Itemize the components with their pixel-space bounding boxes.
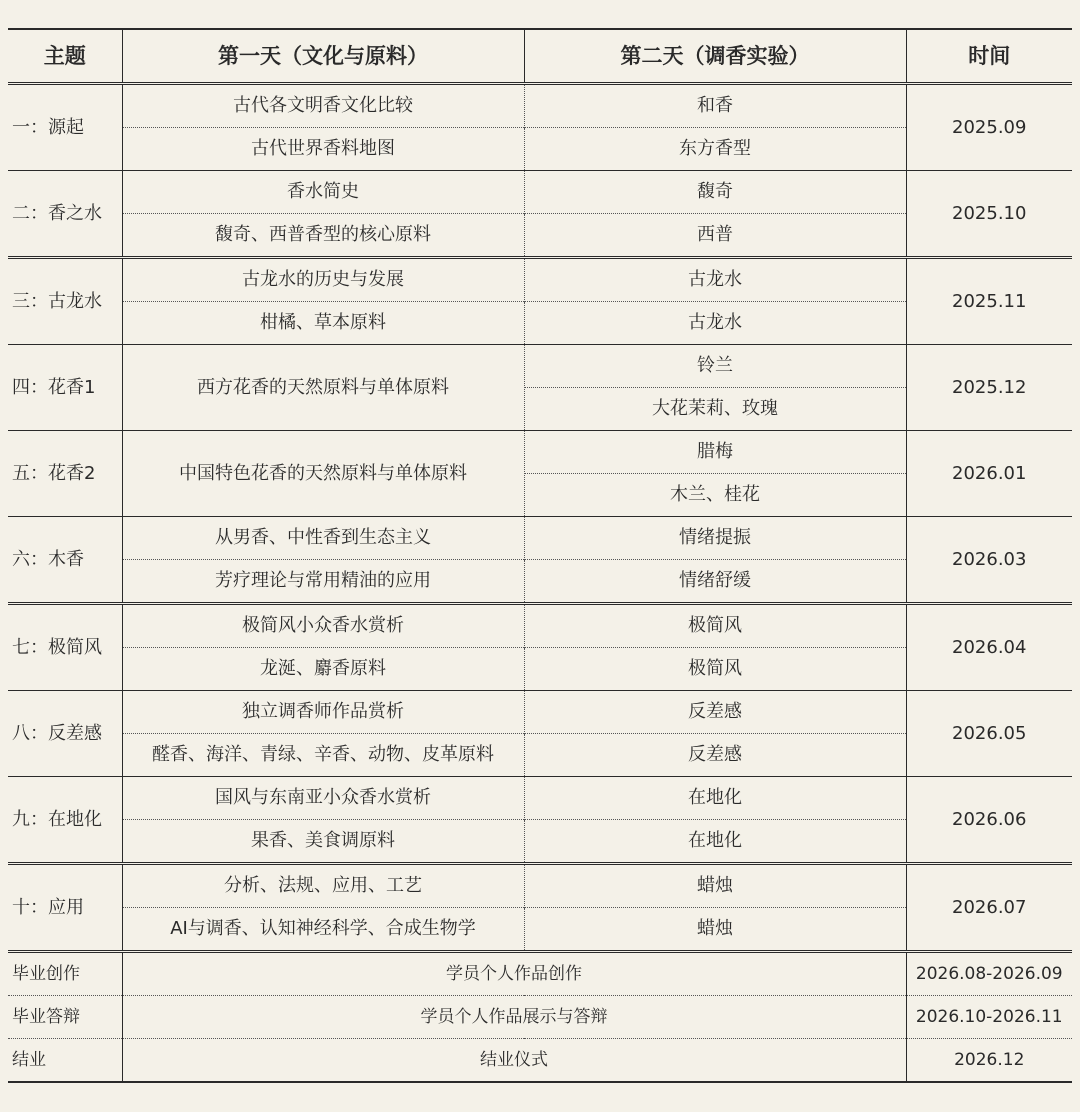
day1-topic: 古代各文明香文化比较 <box>122 84 524 128</box>
module-time: 2026.03 <box>906 517 1072 604</box>
day1-topic: 芳疗理论与常用精油的应用 <box>122 560 524 604</box>
day2-topic: 馥奇 <box>524 171 906 214</box>
final-theme: 毕业创作 <box>8 952 122 996</box>
day2-topic: 东方香型 <box>524 128 906 171</box>
final-content: 学员个人作品展示与答辩 <box>122 996 906 1039</box>
final-time: 2026.10-2026.11 <box>906 996 1072 1039</box>
table-row <box>8 84 1072 128</box>
day2-topic: 反差感 <box>524 691 906 734</box>
module-time: 2026.07 <box>906 864 1072 952</box>
header-day1: 第一天（文化与原料） <box>122 29 524 84</box>
day2-topic: 极简风 <box>524 604 906 648</box>
final-content: 学员个人作品创作 <box>122 952 906 996</box>
table-row <box>8 517 1072 560</box>
final-theme: 结业 <box>8 1039 122 1083</box>
module-theme: 三：古龙水 <box>8 258 122 345</box>
final-content: 结业仪式 <box>122 1039 906 1083</box>
module-theme: 七：极简风 <box>8 604 122 691</box>
day2-topic: 古龙水 <box>524 302 906 345</box>
day2-topic: 蜡烛 <box>524 908 906 952</box>
day1-topic: 从男香、中性香到生态主义 <box>122 517 524 560</box>
day1-topic: 极简风小众香水赏析 <box>122 604 524 648</box>
day1-topic: 古代世界香料地图 <box>122 128 524 171</box>
final-time: 2026.08-2026.09 <box>906 952 1072 996</box>
table-row <box>8 864 1072 908</box>
table-row <box>8 1039 1072 1083</box>
module-theme: 二：香之水 <box>8 171 122 258</box>
module-time: 2025.10 <box>906 171 1072 258</box>
final-time: 2026.12 <box>906 1039 1072 1083</box>
table-row <box>8 604 1072 648</box>
module-time: 2026.05 <box>906 691 1072 777</box>
day2-topic: 和香 <box>524 84 906 128</box>
table-row <box>8 691 1072 734</box>
module-theme: 一：源起 <box>8 84 122 171</box>
day2-topic: 情绪提振 <box>524 517 906 560</box>
day2-topic: 西普 <box>524 214 906 258</box>
day2-topic: 情绪舒缓 <box>524 560 906 604</box>
header-day2: 第二天（调香实验） <box>524 29 906 84</box>
module-time: 2025.11 <box>906 258 1072 345</box>
header-theme: 主题 <box>8 29 122 84</box>
day1-topic: 国风与东南亚小众香水赏析 <box>122 777 524 820</box>
day2-topic: 在地化 <box>524 820 906 864</box>
table-row <box>8 345 1072 388</box>
module-theme: 九：在地化 <box>8 777 122 864</box>
module-theme: 六：木香 <box>8 517 122 604</box>
day2-topic: 木兰、桂花 <box>524 474 906 517</box>
module-time: 2025.09 <box>906 84 1072 171</box>
day2-topic: 在地化 <box>524 777 906 820</box>
day2-topic: 铃兰 <box>524 345 906 388</box>
day1-topic: 龙涎、麝香原料 <box>122 648 524 691</box>
module-theme: 十：应用 <box>8 864 122 952</box>
table-row <box>8 996 1072 1039</box>
schedule-body <box>8 84 1072 1083</box>
day2-topic: 极简风 <box>524 648 906 691</box>
module-time: 2026.06 <box>906 777 1072 864</box>
module-theme: 四：花香1 <box>8 345 122 431</box>
day1-topic: 中国特色花香的天然原料与单体原料 <box>122 431 524 517</box>
day2-topic: 腊梅 <box>524 431 906 474</box>
course-schedule-table <box>8 28 1072 1083</box>
day1-topic: 独立调香师作品赏析 <box>122 691 524 734</box>
day2-topic: 蜡烛 <box>524 864 906 908</box>
day1-topic: 馥奇、西普香型的核心原料 <box>122 214 524 258</box>
day1-topic: 香水简史 <box>122 171 524 214</box>
header-time: 时间 <box>906 29 1072 84</box>
day1-topic: 古龙水的历史与发展 <box>122 258 524 302</box>
day1-topic: 西方花香的天然原料与单体原料 <box>122 345 524 431</box>
table-row <box>8 777 1072 820</box>
day2-topic: 反差感 <box>524 734 906 777</box>
table-row <box>8 952 1072 996</box>
day1-topic: 果香、美食调原料 <box>122 820 524 864</box>
module-time: 2025.12 <box>906 345 1072 431</box>
day1-topic: 柑橘、草本原料 <box>122 302 524 345</box>
day1-topic: AI与调香、认知神经科学、合成生物学 <box>122 908 524 952</box>
table-row <box>8 258 1072 302</box>
header-row <box>8 29 1072 84</box>
module-time: 2026.04 <box>906 604 1072 691</box>
day1-topic: 分析、法规、应用、工艺 <box>122 864 524 908</box>
module-time: 2026.01 <box>906 431 1072 517</box>
day2-topic: 大花茉莉、玫瑰 <box>524 388 906 431</box>
module-theme: 八：反差感 <box>8 691 122 777</box>
module-theme: 五：花香2 <box>8 431 122 517</box>
day1-topic: 醛香、海洋、青绿、辛香、动物、皮革原料 <box>122 734 524 777</box>
table-row <box>8 171 1072 214</box>
day2-topic: 古龙水 <box>524 258 906 302</box>
table-row <box>8 431 1072 474</box>
final-theme: 毕业答辩 <box>8 996 122 1039</box>
